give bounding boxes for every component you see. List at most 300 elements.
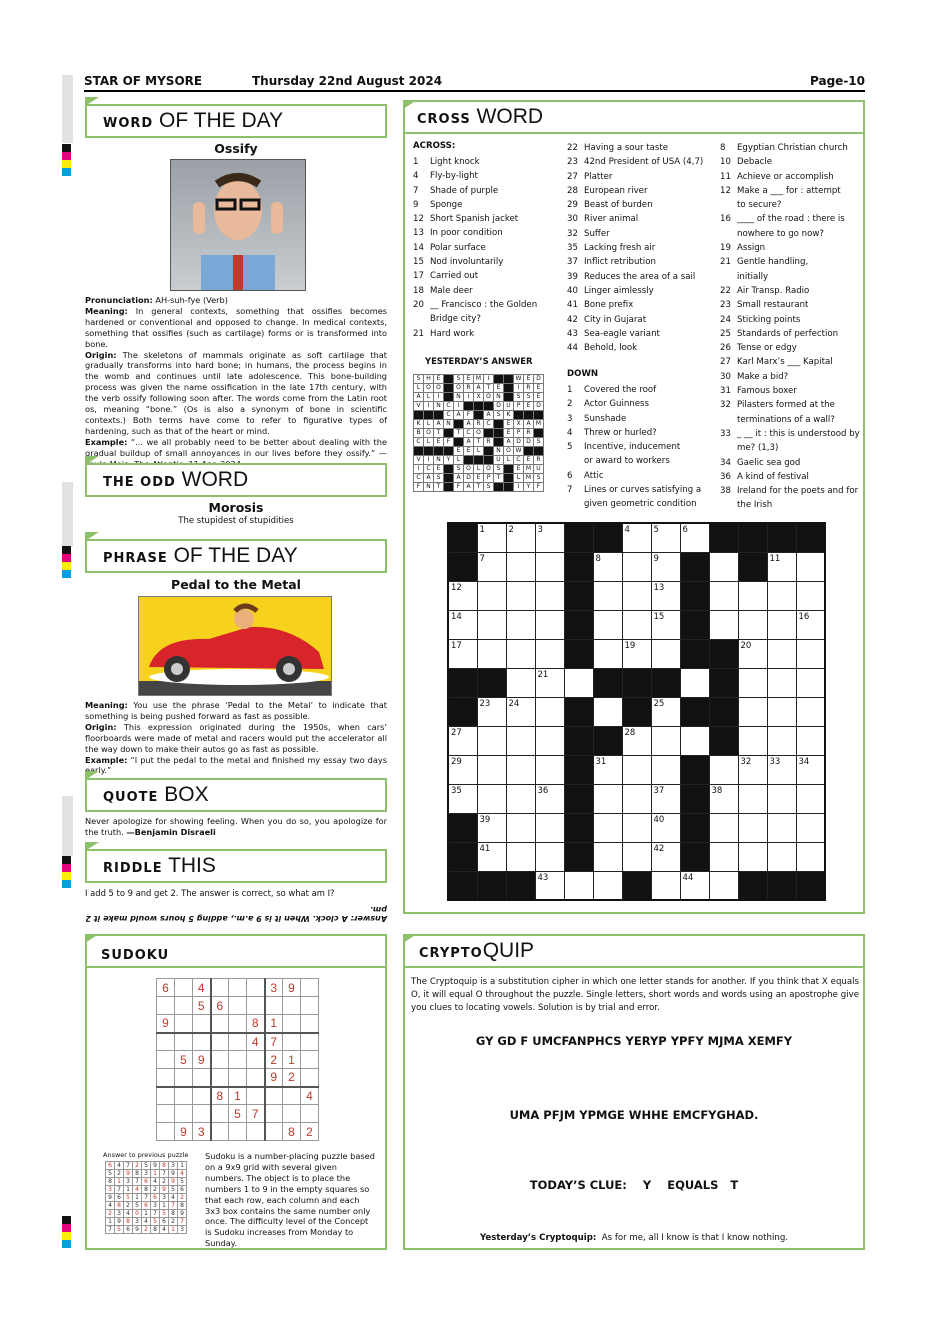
- black-square: [564, 784, 593, 813]
- crossword-cell[interactable]: [651, 726, 680, 755]
- crossword-cell[interactable]: [535, 581, 564, 610]
- crossword-cell[interactable]: [767, 581, 796, 610]
- previous-sudoku-cell: 3: [106, 1186, 115, 1194]
- sudoku-cell[interactable]: [301, 1015, 319, 1033]
- sudoku-cell[interactable]: 1: [229, 1087, 247, 1105]
- previous-sudoku-cell: 4: [124, 1210, 133, 1218]
- clue-number: 19: [720, 243, 731, 254]
- sudoku-cell[interactable]: 2: [283, 1069, 301, 1087]
- crossword-cell[interactable]: 5: [651, 523, 680, 552]
- previous-sudoku-cell: 5: [133, 1202, 142, 1210]
- clue-text: Beast of burden: [584, 200, 653, 211]
- sudoku-cell[interactable]: [175, 1033, 193, 1051]
- previous-sudoku-cell: 2: [151, 1186, 160, 1194]
- sudoku-cell[interactable]: [193, 1033, 211, 1051]
- crossword-cell[interactable]: [796, 784, 825, 813]
- crossword-cell[interactable]: [651, 755, 680, 784]
- corner-flag-icon: [85, 842, 99, 851]
- crossword-cell[interactable]: 17: [448, 639, 477, 668]
- crossword-cell[interactable]: [796, 581, 825, 610]
- crossword-cell[interactable]: 19: [622, 639, 651, 668]
- black-square: [444, 375, 454, 384]
- clue-number: 30: [567, 214, 578, 225]
- crossword-cell[interactable]: 25: [651, 697, 680, 726]
- sudoku-cell[interactable]: 7: [247, 1105, 265, 1123]
- sudoku-cell[interactable]: 5: [175, 1051, 193, 1069]
- clue-text: Actor Guinness: [584, 399, 649, 410]
- crossword-cell[interactable]: [506, 726, 535, 755]
- margin-bar: [62, 482, 73, 546]
- sudoku-cell[interactable]: [247, 1087, 265, 1105]
- sudoku-cell[interactable]: [157, 1123, 175, 1141]
- crossword-cell[interactable]: [738, 697, 767, 726]
- sudoku-cell[interactable]: [211, 1033, 229, 1051]
- clue-text: Small restaurant: [737, 300, 809, 311]
- crossword-cell[interactable]: [709, 842, 738, 871]
- crossword-cell[interactable]: [622, 813, 651, 842]
- answer-cell: R: [474, 420, 484, 429]
- previous-sudoku-cell: 2: [106, 1210, 115, 1218]
- crossword-cell[interactable]: [767, 813, 796, 842]
- crossword-cell[interactable]: 32: [738, 755, 767, 784]
- black-square: [564, 697, 593, 726]
- crossword-cell[interactable]: [593, 784, 622, 813]
- clue-item: [720, 284, 865, 298]
- clue-number: 25: [720, 328, 731, 339]
- crossword-cell[interactable]: [622, 552, 651, 581]
- sudoku-cell[interactable]: [283, 1087, 301, 1105]
- sudoku-cell[interactable]: [301, 1033, 319, 1051]
- crossword-cell[interactable]: [738, 581, 767, 610]
- answer-cell: A: [464, 438, 474, 447]
- crossword-cell[interactable]: [738, 668, 767, 697]
- crossword-cell[interactable]: [651, 639, 680, 668]
- crossword-cell[interactable]: 16: [796, 610, 825, 639]
- sudoku-cell[interactable]: 3: [265, 979, 283, 997]
- crossword-cell[interactable]: [622, 842, 651, 871]
- answer-cell: S: [454, 375, 464, 384]
- crossword-cell[interactable]: 13: [651, 581, 680, 610]
- crossword-cell[interactable]: [767, 697, 796, 726]
- black-square: [448, 813, 477, 842]
- sudoku-cell[interactable]: [175, 1069, 193, 1087]
- clue-column: [413, 155, 563, 341]
- crossword-cell[interactable]: 6: [680, 523, 709, 552]
- sudoku-cell[interactable]: [229, 1015, 247, 1033]
- crossword-cell[interactable]: [593, 581, 622, 610]
- previous-sudoku-cell: 3: [178, 1226, 187, 1234]
- crossword-cell[interactable]: 4: [622, 523, 651, 552]
- crossword-cell[interactable]: [593, 639, 622, 668]
- clue-item: [567, 170, 717, 184]
- black-square: [767, 871, 796, 900]
- sudoku-cell[interactable]: [301, 1105, 319, 1123]
- cipher-line-1: GY GD F UMCFANPHCS YERYP YPFY MJMA XEMFY: [475, 1034, 793, 1048]
- black-square: [680, 581, 709, 610]
- clue-item: [567, 141, 717, 155]
- crossword-cell[interactable]: [506, 581, 535, 610]
- crossword-cell[interactable]: [535, 813, 564, 842]
- answer-cell: N: [434, 402, 444, 411]
- sudoku-cell[interactable]: [193, 1069, 211, 1087]
- previous-sudoku-cell: 8: [115, 1202, 124, 1210]
- page-number: Page-10: [810, 74, 865, 88]
- clue-text: initially: [737, 271, 769, 282]
- crossword-cell[interactable]: 9: [651, 552, 680, 581]
- crossword-cell[interactable]: [593, 871, 622, 900]
- sudoku-cell[interactable]: [157, 1051, 175, 1069]
- crossword-cell[interactable]: [622, 581, 651, 610]
- sudoku-cell[interactable]: [247, 979, 265, 997]
- answer-cell: L: [474, 447, 484, 456]
- riddle-header: [85, 849, 387, 883]
- clue-item: [720, 155, 865, 169]
- crossword-cell[interactable]: [477, 610, 506, 639]
- clue-item: [720, 370, 865, 384]
- black-square: [444, 465, 454, 474]
- sudoku-cell[interactable]: [283, 1015, 301, 1033]
- sudoku-cell[interactable]: [229, 1123, 247, 1141]
- sudoku-cell[interactable]: [211, 1015, 229, 1033]
- sudoku-cell[interactable]: 4: [193, 979, 211, 997]
- clue-item: [720, 198, 865, 212]
- sudoku-cell[interactable]: 4: [301, 1087, 319, 1105]
- clue-text: Bridge city?: [430, 314, 481, 325]
- sudoku-cell[interactable]: [175, 979, 193, 997]
- sudoku-cell[interactable]: [193, 1105, 211, 1123]
- crossword-cell[interactable]: 43: [535, 871, 564, 900]
- crossword-cell[interactable]: 1: [477, 523, 506, 552]
- crossword-cell[interactable]: 8: [593, 552, 622, 581]
- sudoku-cell[interactable]: 5: [193, 997, 211, 1015]
- crossword-cell[interactable]: [506, 668, 535, 697]
- crossword-cell[interactable]: [564, 668, 593, 697]
- clue-number: 41: [567, 300, 578, 311]
- crossword-cell[interactable]: [535, 639, 564, 668]
- answer-cell: N: [444, 420, 454, 429]
- crossword-cell[interactable]: [709, 813, 738, 842]
- sudoku-cell[interactable]: 1: [283, 1051, 301, 1069]
- answer-cell: A: [414, 393, 424, 402]
- section-title: WORD OF THE DAY: [103, 109, 284, 132]
- sudoku-cell[interactable]: 2: [301, 1123, 319, 1141]
- sudoku-cell[interactable]: [211, 979, 229, 997]
- clue-text: Bone prefix: [584, 300, 634, 311]
- sudoku-cell[interactable]: [283, 1033, 301, 1051]
- crossword-cell[interactable]: 20: [738, 639, 767, 668]
- crossword-cell[interactable]: 12: [448, 581, 477, 610]
- black-square: [534, 429, 544, 438]
- crossword-cell[interactable]: 2: [506, 523, 535, 552]
- clue-item: [413, 169, 563, 183]
- sudoku-cell[interactable]: 4: [247, 1033, 265, 1051]
- sudoku-cell[interactable]: [265, 1105, 283, 1123]
- crossword-cell[interactable]: [651, 871, 680, 900]
- sudoku-cell[interactable]: [283, 1105, 301, 1123]
- sudoku-cell[interactable]: [211, 1105, 229, 1123]
- sudoku-cell[interactable]: [247, 1051, 265, 1069]
- clue-text: A kind of festival: [737, 471, 809, 482]
- crossword-cell[interactable]: [535, 552, 564, 581]
- sudoku-cell[interactable]: 6: [211, 997, 229, 1015]
- crossword-cell[interactable]: 23: [477, 697, 506, 726]
- crossword-cell[interactable]: 14: [448, 610, 477, 639]
- crossword-cell[interactable]: 42: [651, 842, 680, 871]
- sudoku-cell[interactable]: [265, 997, 283, 1015]
- crossword-cell[interactable]: [622, 784, 651, 813]
- crossword-cell[interactable]: [738, 842, 767, 871]
- previous-sudoku-cell: 1: [115, 1178, 124, 1186]
- sudoku-cell[interactable]: 6: [157, 979, 175, 997]
- crossword-cell[interactable]: [506, 784, 535, 813]
- crossword-cell[interactable]: 40: [651, 813, 680, 842]
- sudoku-cell[interactable]: [229, 1051, 247, 1069]
- section-title: QUOTE BOX: [103, 783, 209, 806]
- crossword-cell[interactable]: [506, 552, 535, 581]
- sudoku-cell[interactable]: 8: [247, 1015, 265, 1033]
- sudoku-cell[interactable]: [211, 1123, 229, 1141]
- crossword-cell[interactable]: 24: [506, 697, 535, 726]
- answer-cell: C: [444, 402, 454, 411]
- crossword-cell[interactable]: 37: [651, 784, 680, 813]
- answer-cell: S: [524, 393, 534, 402]
- sudoku-cell[interactable]: [157, 1033, 175, 1051]
- sudoku-cell[interactable]: [157, 1087, 175, 1105]
- crossword-cell[interactable]: [796, 668, 825, 697]
- crossword-cell[interactable]: 44: [680, 871, 709, 900]
- crossword-cell[interactable]: [535, 842, 564, 871]
- answer-cell: T: [454, 429, 464, 438]
- crossword-cell[interactable]: [477, 639, 506, 668]
- crossword-cell[interactable]: [767, 726, 796, 755]
- previous-sudoku-cell: 4: [151, 1178, 160, 1186]
- crossword-cell[interactable]: 33: [767, 755, 796, 784]
- crossword-cell[interactable]: [622, 755, 651, 784]
- crossword-cell[interactable]: [564, 871, 593, 900]
- crossword-cell[interactable]: 3: [535, 523, 564, 552]
- crossword-cell[interactable]: [738, 813, 767, 842]
- crossword-cell[interactable]: [506, 639, 535, 668]
- sudoku-cell[interactable]: 3: [193, 1123, 211, 1141]
- crossword-cell[interactable]: [767, 784, 796, 813]
- clue-text: Sea-eagle variant: [584, 328, 660, 339]
- crossword-cell[interactable]: 34: [796, 755, 825, 784]
- sudoku-cell[interactable]: [229, 997, 247, 1015]
- clue-item: [720, 441, 865, 455]
- answer-cell: R: [524, 384, 534, 393]
- sudoku-cell[interactable]: 9: [175, 1123, 193, 1141]
- sudoku-cell[interactable]: 9: [283, 979, 301, 997]
- sudoku-cell[interactable]: [157, 1105, 175, 1123]
- sudoku-cell[interactable]: [175, 997, 193, 1015]
- answer-cell: E: [534, 384, 544, 393]
- crossword-cell[interactable]: 36: [535, 784, 564, 813]
- answer-cell: N: [424, 483, 434, 492]
- section-title: SUDOKU: [101, 948, 170, 963]
- crossword-cell[interactable]: [477, 581, 506, 610]
- crossword-cell[interactable]: [709, 755, 738, 784]
- crossword-cell[interactable]: 39: [477, 813, 506, 842]
- crossword-cell[interactable]: 38: [709, 784, 738, 813]
- answer-cell: I: [424, 402, 434, 411]
- crossword-cell[interactable]: 21: [535, 668, 564, 697]
- crossword-cell[interactable]: [506, 755, 535, 784]
- black-square: [524, 411, 534, 420]
- crossword-cell[interactable]: [535, 697, 564, 726]
- clue-text: River animal: [584, 214, 639, 225]
- crossword-cell[interactable]: [709, 581, 738, 610]
- sudoku-cell[interactable]: 5: [229, 1105, 247, 1123]
- crossword-cell[interactable]: [477, 726, 506, 755]
- crossword-cell[interactable]: 27: [448, 726, 477, 755]
- black-square: [464, 402, 474, 411]
- crossword-cell[interactable]: [767, 639, 796, 668]
- previous-sudoku-cell: 6: [124, 1226, 133, 1234]
- crossword-cell[interactable]: [593, 813, 622, 842]
- sudoku-cell[interactable]: [229, 1069, 247, 1087]
- crossword-cell[interactable]: [506, 842, 535, 871]
- black-square: [680, 842, 709, 871]
- sudoku-cell[interactable]: [175, 1087, 193, 1105]
- crossword-cell[interactable]: [593, 842, 622, 871]
- black-square: [444, 393, 454, 402]
- crossword-cell[interactable]: 7: [477, 552, 506, 581]
- crossword-cell[interactable]: [709, 610, 738, 639]
- previous-sudoku-cell: 7: [124, 1162, 133, 1170]
- clue-number: 43: [567, 328, 578, 339]
- sudoku-cell[interactable]: [211, 1069, 229, 1087]
- sudoku-cell[interactable]: [193, 1087, 211, 1105]
- crossword-cell[interactable]: 29: [448, 755, 477, 784]
- sudoku-cell[interactable]: [301, 979, 319, 997]
- clue-number: 12: [720, 185, 731, 196]
- crossword-cell[interactable]: [709, 871, 738, 900]
- sudoku-cell[interactable]: [283, 997, 301, 1015]
- crossword-cell[interactable]: [593, 697, 622, 726]
- clue-text: Air Transp. Radio: [737, 285, 810, 296]
- crossword-cell[interactable]: [535, 610, 564, 639]
- sudoku-cell[interactable]: [157, 1069, 175, 1087]
- crossword-cell[interactable]: [680, 726, 709, 755]
- crossword-cell[interactable]: 31: [593, 755, 622, 784]
- sudoku-cell[interactable]: [247, 997, 265, 1015]
- crossword-cell[interactable]: [506, 813, 535, 842]
- sudoku-cell[interactable]: 9: [193, 1051, 211, 1069]
- crossword-cell[interactable]: [767, 610, 796, 639]
- answer-cell: C: [444, 411, 454, 420]
- sudoku-cell[interactable]: [265, 1123, 283, 1141]
- answer-cell: E: [534, 393, 544, 402]
- crossword-cell[interactable]: 41: [477, 842, 506, 871]
- sudoku-cell[interactable]: [265, 1087, 283, 1105]
- clue-item: [720, 141, 865, 155]
- crossword-cell[interactable]: [593, 610, 622, 639]
- black-square: [680, 639, 709, 668]
- clue-text: Standards of perfection: [737, 328, 839, 339]
- black-square: [454, 420, 464, 429]
- clue-text: Ireland for the poets and for: [737, 486, 859, 497]
- crossword-cell[interactable]: [767, 842, 796, 871]
- previous-sudoku-cell: 7: [142, 1194, 151, 1202]
- clue-column: [720, 141, 865, 513]
- black-square: [434, 447, 444, 456]
- word-of-day: Ossify: [214, 141, 258, 156]
- crossword-cell[interactable]: [767, 668, 796, 697]
- previous-sudoku-cell: 5: [124, 1194, 133, 1202]
- clue-number: 15: [413, 257, 424, 268]
- crossword-cell[interactable]: 15: [651, 610, 680, 639]
- answer-cell: Y: [444, 456, 454, 465]
- clue-text: Suffer: [584, 228, 610, 239]
- answer-cell: A: [464, 483, 474, 492]
- crossword-cell[interactable]: [506, 610, 535, 639]
- crossword-cell[interactable]: [477, 784, 506, 813]
- crossword-cell[interactable]: [680, 668, 709, 697]
- sudoku-cell[interactable]: 1: [265, 1015, 283, 1033]
- divider: [403, 966, 865, 968]
- clue-text: Reduces the area of a sail: [584, 271, 696, 282]
- crossword-cell[interactable]: [796, 697, 825, 726]
- crossword-cell[interactable]: [796, 552, 825, 581]
- sudoku-cell[interactable]: 8: [211, 1087, 229, 1105]
- sudoku-cell[interactable]: [175, 1015, 193, 1033]
- crossword-cell[interactable]: [738, 726, 767, 755]
- down-label: DOWN: [567, 369, 599, 379]
- crossword-cell[interactable]: [535, 755, 564, 784]
- crossword-cell[interactable]: 11: [767, 552, 796, 581]
- sudoku-cell[interactable]: [229, 1033, 247, 1051]
- crossword-cell[interactable]: [796, 813, 825, 842]
- sudoku-cell[interactable]: [301, 1051, 319, 1069]
- crossword-cell[interactable]: [796, 639, 825, 668]
- sudoku-cell[interactable]: [301, 997, 319, 1015]
- crossword-cell[interactable]: [535, 726, 564, 755]
- sudoku-cell[interactable]: [193, 1015, 211, 1033]
- sudoku-cell[interactable]: [247, 1123, 265, 1141]
- sudoku-cell[interactable]: 2: [265, 1051, 283, 1069]
- sudoku-cell[interactable]: 7: [265, 1033, 283, 1051]
- sudoku-cell[interactable]: [229, 979, 247, 997]
- sudoku-cell[interactable]: [211, 1051, 229, 1069]
- crossword-cell[interactable]: [738, 610, 767, 639]
- clue-number: 16: [720, 214, 731, 225]
- crossword-cell[interactable]: [622, 610, 651, 639]
- crossword-cell[interactable]: [709, 552, 738, 581]
- crossword-cell[interactable]: [738, 784, 767, 813]
- crossword-cell[interactable]: [477, 755, 506, 784]
- answer-cell: E: [464, 375, 474, 384]
- black-square: [494, 375, 504, 384]
- crossword-cell[interactable]: [796, 726, 825, 755]
- answer-cell: M: [524, 474, 534, 483]
- black-square: [564, 726, 593, 755]
- phrase-header: [85, 539, 387, 573]
- crossword-cell[interactable]: 35: [448, 784, 477, 813]
- sudoku-cell[interactable]: 8: [283, 1123, 301, 1141]
- crossword-cell[interactable]: [796, 842, 825, 871]
- clue-item: [720, 298, 865, 312]
- sudoku-cell[interactable]: [175, 1105, 193, 1123]
- sudoku-cell[interactable]: [157, 997, 175, 1015]
- sudoku-cell[interactable]: 9: [265, 1069, 283, 1087]
- black-square: [484, 456, 494, 465]
- sudoku-cell[interactable]: [247, 1069, 265, 1087]
- clue-item: [720, 427, 865, 441]
- sudoku-cell[interactable]: [301, 1069, 319, 1087]
- sudoku-cell[interactable]: 9: [157, 1015, 175, 1033]
- answer-cell: O: [484, 465, 494, 474]
- crossword-cell[interactable]: 28: [622, 726, 651, 755]
